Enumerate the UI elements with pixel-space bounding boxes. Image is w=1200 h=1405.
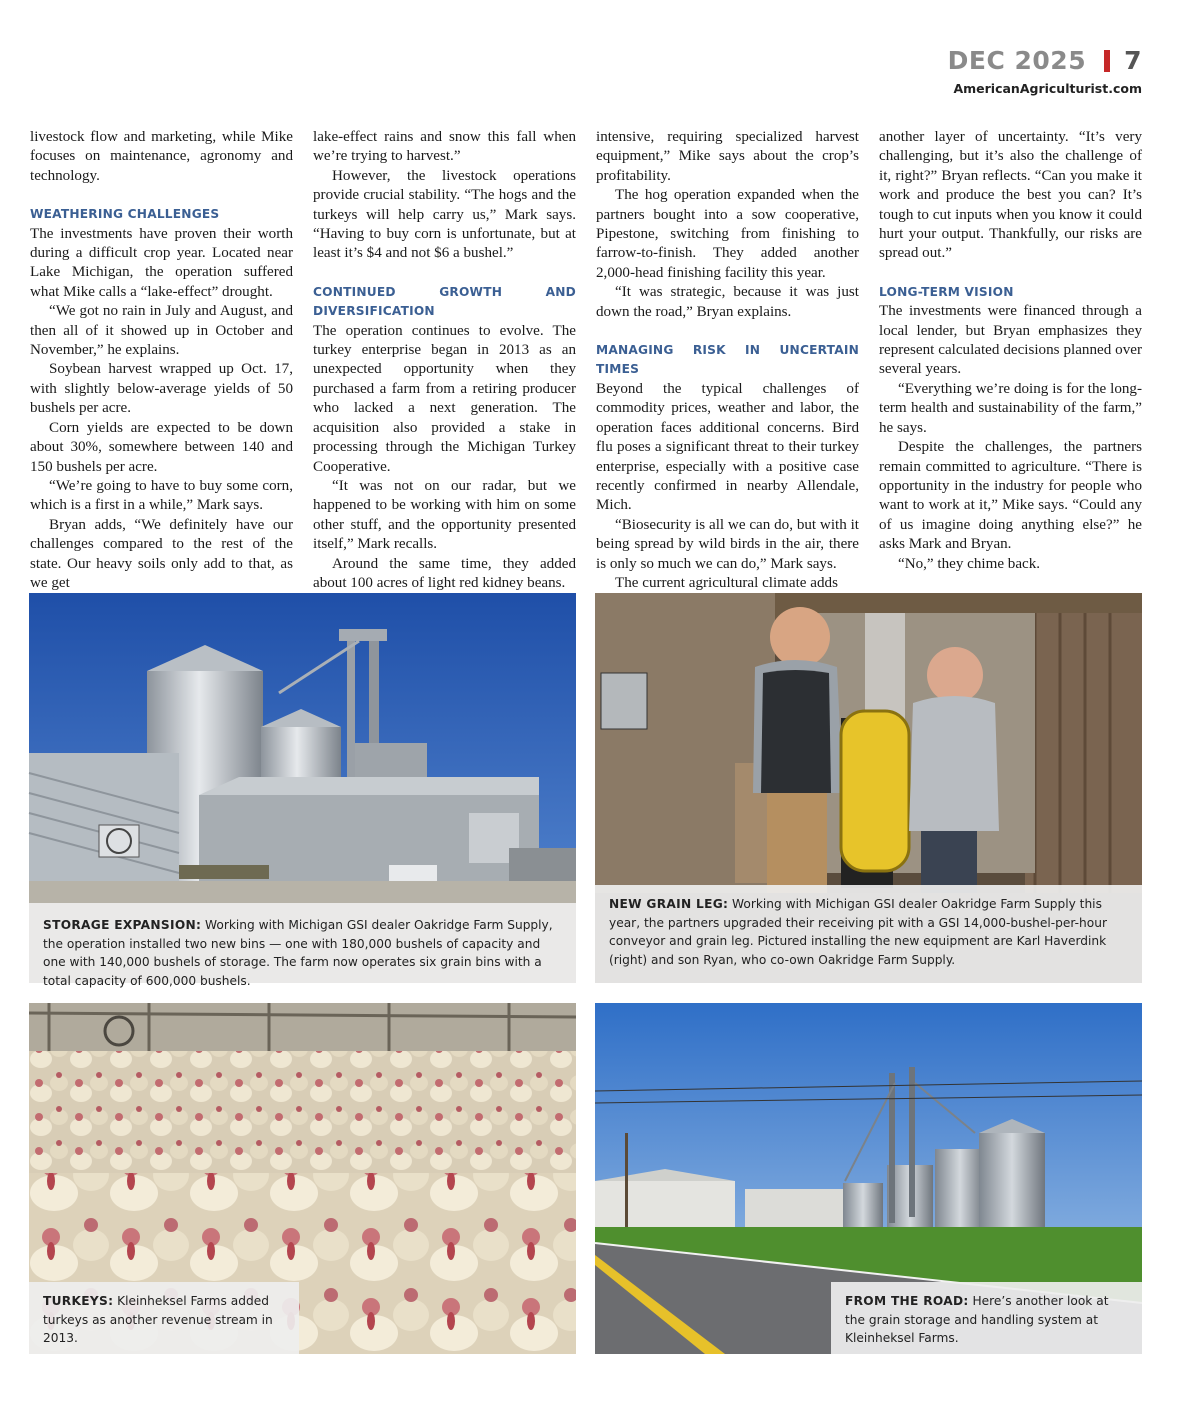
paragraph: Despite the challenges, the partners remain committed to agriculture. “There is opportunity in the industry for people who want to work at it,” Mike says. “Could any of us imagine doing anything else?” he asks Mark and Bryan.: [879, 439, 1142, 553]
section-heading: CONTINUED GROWTH AND DIVERSIFICATION: [313, 284, 576, 319]
paragraph: “Everything we’re doing is for the long-term health and sustainability of the farm,” he says.: [879, 380, 1142, 436]
paragraph: another layer of uncertainty. “It’s very challenging, but it’s also the challenge of it, right?” Bryan reflects. “Can you make it work and produce the best you can? It’s tough to cut inputs when you know it could hurt your output. Thankfully, our risks are spread out.”: [879, 129, 1142, 262]
from-the-road-photo: [595, 1003, 1142, 1354]
paragraph: livestock flow and marketing, while Mike focuses on maintenance, agronomy and technology.: [30, 129, 293, 184]
page-header: [948, 46, 1142, 96]
paragraph: lake-effect rains and snow this fall when we’re trying to harvest.”: [313, 129, 576, 165]
column-1: [30, 128, 293, 632]
paragraph: Beyond the typical challenges of commodity prices, weather and labor, the operation faces additional concerns. Bird flu poses a significant threat to their turkey enterprise, especially with a positive case recently confirmed in nearby Allendale, Mich.: [596, 380, 859, 514]
issue-line: [948, 46, 1142, 75]
site-url[interactable]: AmericanAgriculturist.com: [953, 81, 1142, 96]
caption-text: Here’s another look at the grain storage and handling system at Kleinheksel Farms.: [845, 1294, 1109, 1345]
paragraph: Corn yields are expected to be down about 30%, somewhere between 140 and 150 bushels per acre.: [30, 419, 293, 475]
article-body: [30, 128, 1142, 591]
paragraph: The hog operation expanded when the partners bought into a sow cooperative, Pipestone, switching from finishing to farrow-to-finish. They added another 2,000-head finishing facility this year.: [596, 187, 859, 281]
paragraph: Bryan adds, “We definitely have our challenges compared to the rest of the state. Our heavy soils only add to that, as we get: [30, 516, 293, 591]
page-number: 7: [1124, 46, 1142, 75]
paragraph: Soybean harvest wrapped up Oct. 17, with slightly below-average yields of 50 bushels per acre.: [30, 361, 293, 417]
paragraph: Around the same time, they added about 100 acres of light red kidney beans.: [313, 555, 576, 591]
paragraph: The operation continues to evolve. The turkey enterprise began in 2013 as an unexpected opportunity when they purchased a farm from a retiring producer who lacked a next generation. The acquisition also provided a stake in processing through the Michigan Turkey Cooperative.: [313, 322, 576, 475]
photo-caption: [29, 903, 576, 988]
paragraph: The investments were financed through a local lender, but Bryan emphasizes they represent calculated decisions planned over several years.: [879, 303, 1142, 378]
caption-text: Working with Michigan GSI dealer Oakridge Farm Supply, the operation installed two new bins — one with 180,000 bushels of capacity and one with 140,000 bushels of storage. The farm now operates six grain bins with a total capacity of 600,000 bushels.: [43, 918, 553, 988]
column-4: [879, 128, 1142, 632]
header-divider: [1104, 50, 1110, 72]
column-2: [313, 128, 576, 632]
caption-label: FROM THE ROAD:: [845, 1294, 969, 1308]
paragraph: “We’re going to have to buy some corn, which is a first in a while,” Mark says.: [30, 477, 293, 514]
section-heading: LONG-TERM VISION: [879, 284, 1014, 299]
section-heading: WEATHERING CHALLENGES: [30, 207, 220, 222]
paragraph: “It was strategic, because it was just down the road,” Bryan explains.: [596, 284, 859, 320]
paragraph: The investments have proven their worth during a difficult crop year. Located near Lake Michigan, the operation suffered what Mike calls a “lake-effect” drought.: [30, 225, 293, 300]
caption-text: Working with Michigan GSI dealer Oakridge Farm Supply this year, the partners upgraded their receiving pit with a GSI 14,000-bushel-per-hour conveyor and grain leg. Pictured installing the new equipment are Karl Haverdink (right) and son Ryan, who co-own Oakridge Farm Supply.: [609, 897, 1107, 967]
column-3: [596, 128, 859, 632]
paragraph: “No,” they chime back.: [898, 555, 1041, 572]
paragraph: “Biosecurity is all we can do, but with it being spread by wild birds in the air, there is only so much we can do,” Mark says.: [596, 516, 859, 572]
photo-caption: [595, 885, 1142, 983]
turkeys-photo: [29, 1003, 576, 1354]
paragraph: “We got no rain in July and August, and then all of it showed up in October and November,” he explains.: [30, 303, 293, 359]
photo-caption: [831, 1282, 1142, 1354]
caption-text: Kleinheksel Farms added turkeys as another revenue stream in 2013.: [43, 1294, 273, 1345]
paragraph: intensive, requiring specialized harvest equipment,” Mike says about the crop’s profitability.: [596, 129, 859, 184]
photo-caption: [29, 1282, 299, 1354]
paragraph: However, the livestock operations provide crucial stability. “The hogs and the turkeys will help carry us,” Mark says. “Having to buy corn is unfortunate, but at least it’s $4 and not $6 a bushel.”: [313, 167, 576, 262]
caption-label: STORAGE EXPANSION:: [43, 918, 202, 932]
caption-label: NEW GRAIN LEG:: [609, 897, 729, 911]
paragraph: The current agricultural climate adds: [615, 574, 838, 591]
storage-expansion-photo: [29, 593, 576, 988]
issue-date: DEC 2025: [947, 46, 1087, 75]
caption-label: TURKEYS:: [43, 1294, 114, 1308]
paragraph: “It was not on our radar, but we happened to be working with him on some other stuff, and the opportunity presented itself,” Mark recalls.: [313, 477, 576, 553]
new-grain-leg-photo: [595, 593, 1142, 983]
section-heading: MANAGING RISK IN UNCERTAIN TIMES: [596, 343, 859, 377]
